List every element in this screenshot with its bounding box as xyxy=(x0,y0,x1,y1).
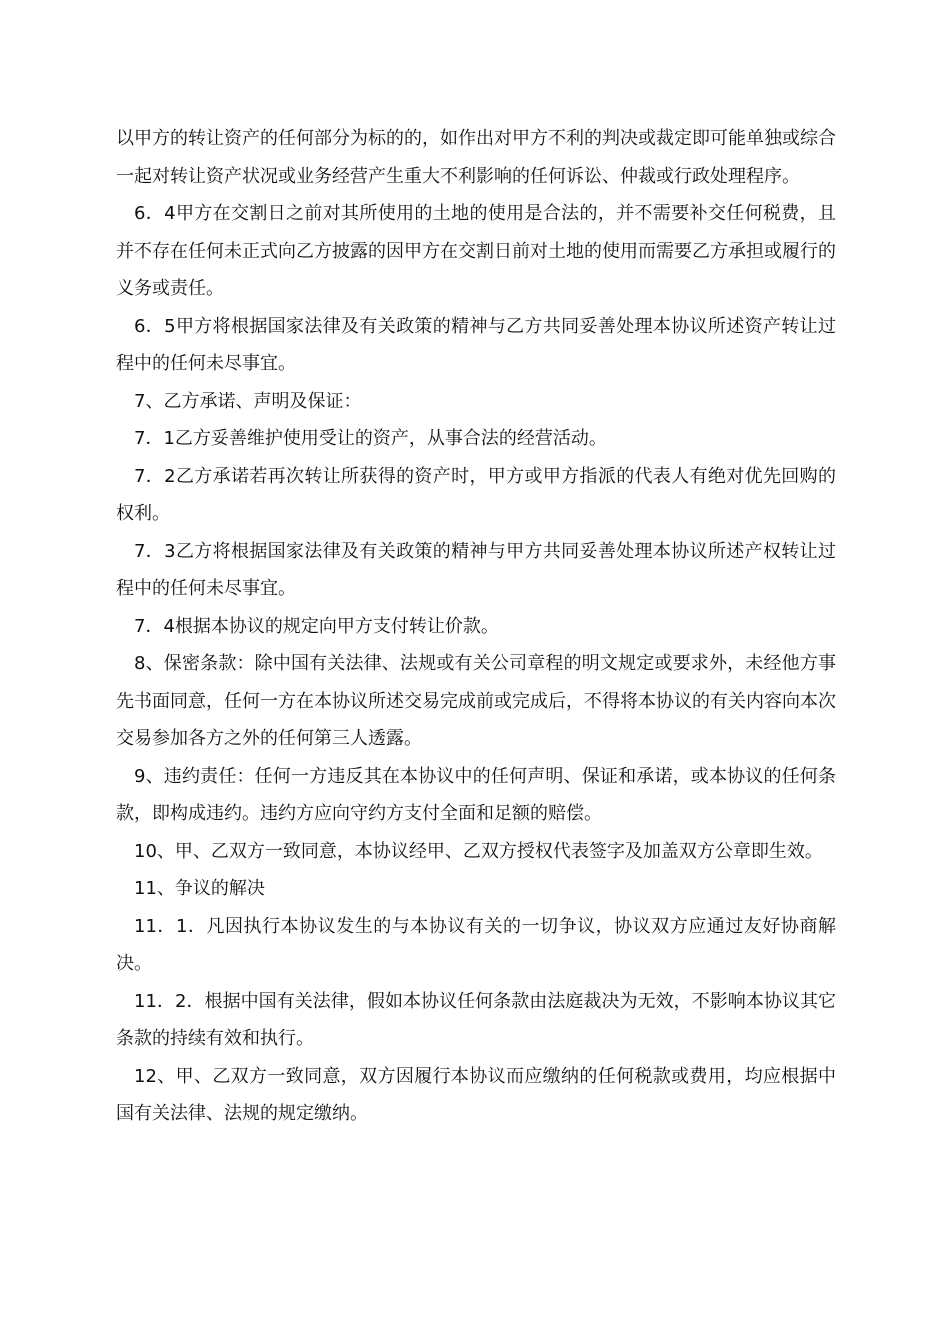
paragraph-clause-7-1: 7．1乙方妥善维护使用受让的资产，从事合法的经营活动。 xyxy=(134,428,607,449)
paragraph-clause-7: 7、乙方承诺、声明及保证： xyxy=(134,390,362,412)
paragraph-clause-7-3: 7．3乙方将根据国家法律及有关政策的精神与甲方共同妥善处理本协议所述产权转让过程中的任何未尽事宜。 xyxy=(116,540,836,599)
paragraph-clause-7-4: 7．4根据本协议的规定向甲方支付转让价款。 xyxy=(134,615,499,637)
paragraph-clause-11-1: 11．1．凡因执行本协议发生的与本协议有关的一切争议，协议双方应通过友好协商解决。 xyxy=(116,915,836,974)
paragraph-clause-6-4: 6．4甲方在交割日之前对其所使用的土地的使用是合法的，并不需要补交任何税费，且并不存在任何未正式向乙方披露的因甲方在交割日前对土地的使用而需要乙方承担或履行的义务或责任。 xyxy=(116,203,836,299)
paragraph-clause-11-2: 11．2．根据中国有关法律，假如本协议任何条款由法庭裁决为无效，不影响本协议其它条款的持续有效和执行。 xyxy=(116,990,836,1049)
paragraph-clause-7-2: 7．2乙方承诺若再次转让所获得的资产时，甲方或甲方指派的代表人有绝对优先回购的权利。 xyxy=(116,465,836,524)
paragraph-clause-10: 10、甲、乙双方一致同意，本协议经甲、乙双方授权代表签字及加盖双方公章即生效。 xyxy=(134,840,823,862)
paragraph-clause-11: 11、争议的解决 xyxy=(134,878,265,899)
document-body xyxy=(116,120,836,1133)
paragraph-continuation: 以甲方的转让资产的任何部分为标的的，如作出对甲方不利的判决或裁定即可能单独或综合一起对转让资产状况或业务经营产生重大不利影响的任何诉讼、仲裁或行政处理程序。 xyxy=(116,128,836,187)
paragraph-clause-6-5: 6．5甲方将根据国家法律及有关政策的精神与乙方共同妥善处理本协议所述资产转让过程中的任何未尽事宜。 xyxy=(116,315,836,374)
paragraph-clause-12: 12、甲、乙双方一致同意，双方因履行本协议而应缴纳的任何税款或费用，均应根据中国有关法律、法规的规定缴纳。 xyxy=(116,1065,836,1124)
paragraph-clause-9: 9、违约责任：任何一方违反其在本协议中的任何声明、保证和承诺，或本协议的任何条款，即构成违约。违约方应向守约方支付全面和足额的赔偿。 xyxy=(116,765,836,824)
paragraph-clause-8: 8、保密条款：除中国有关法律、法规或有关公司章程的明文规定或要求外，未经他方事先书面同意，任何一方在本协议所述交易完成前或完成后，不得将本协议的有关内容向本次交易参加各方之外的任何第三人透露。 xyxy=(116,653,836,749)
